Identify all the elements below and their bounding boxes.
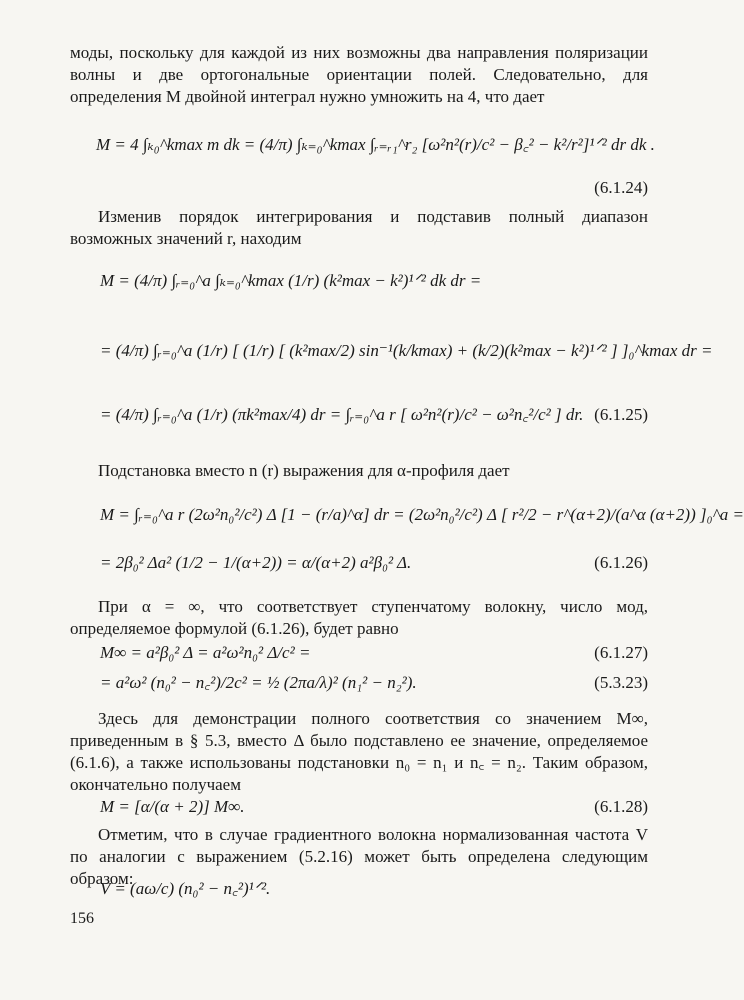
equation-6-1-27-expression: M∞ = a²β₀² Δ = a²ω²n₀² Δ/c² =	[100, 643, 311, 662]
equation-6-1-27	[100, 636, 648, 670]
paragraph-5: Здесь для демонстрации полного соответствия со значением M∞, приведенным в § 5.3, вместо Δ было подставлено ее значение, определяемое (6.1.6), а также использованы подстановки n₀ = n₁ и n꜀ = n₂. Таким образом, окончательно получаем	[70, 709, 648, 794]
equation-6-1-28-number: (6.1.28)	[594, 797, 648, 816]
equation-6-1-25-line-2-expression: = (4/π) ∫ᵣ₌₀^a (1/r) [ (1/r) [ (k²max/2) sin⁻¹(k/kmax) + (k/2)(k²max − k²)¹ᐟ² ] ]₀^kmax dr =	[100, 341, 713, 360]
equation-6-1-25-line-3-expression: = (4/π) ∫ᵣ₌₀^a (1/r) (πk²max/4) dr = ∫ᵣ₌₀^a r [ ω²n²(r)/c² − ω²n꜀²/c² ] dr.	[100, 405, 584, 424]
equation-6-1-26-line-1-expression: M = ∫ᵣ₌₀^a r (2ω²n₀²/c²) Δ [1 − (r/a)^α] dr = (2ω²n₀²/c²) Δ [ r²/2 − r^(α+2)/(a^α (α+2)) ]₀^a =	[100, 505, 744, 524]
equation-6-1-24-expression: M = 4 ∫ₖ₀^kmax m dk = (4/π) ∫ₖ₌₀^kmax ∫ᵣ₌ᵣ₁^r₂ [ω²n²(r)/c² − β꜀² − k²/r²]¹ᐟ² dr dk .	[96, 135, 655, 154]
equation-6-1-28	[100, 790, 648, 824]
equation-6-1-25-line-1	[100, 264, 648, 298]
paragraph-4: При α = ∞, что соответствует ступенчатому волокну, число мод, определяемое формулой (6.1.26), будет равно	[70, 597, 648, 638]
paragraph-3: Подстановка вместо n (r) выражения для α-профиля дает	[98, 461, 510, 480]
equation-5-3-23-number: (5.3.23)	[594, 673, 648, 692]
equation-6-1-26-number: (6.1.26)	[594, 553, 648, 572]
equation-6-1-27-number: (6.1.27)	[594, 643, 648, 662]
paragraph-2: Изменив порядок интегрирования и подставив полный диапазон возможных значений r, находим	[70, 207, 648, 248]
equation-5-3-23-expression: = a²ω² (n₀² − n꜀²)/2c² = ½ (2πa/λ)² (n₁² − n₂²).	[100, 673, 417, 692]
equation-6-1-25-number: (6.1.25)	[594, 405, 648, 424]
paragraph-6: Отметим, что в случае градиентного волокна нормализованная частота V по аналогии с выражением (5.2.16) может быть определена следующим образом:	[70, 825, 648, 888]
equation-5-3-23	[100, 666, 648, 700]
equation-6-1-24-number: (6.1.24)	[594, 178, 648, 197]
equation-6-1-25-line-1-expression: M = (4/π) ∫ᵣ₌₀^a ∫ₖ₌₀^kmax (1/r) (k²max − k²)¹ᐟ² dk dr =	[100, 271, 482, 290]
equation-6-1-25-line-2	[100, 334, 713, 368]
equation-6-1-26-line-1	[100, 498, 744, 532]
equation-6-1-24	[96, 128, 655, 162]
equation-V-expression: V = (aω/c) (n₀² − n꜀²)¹ᐟ².	[100, 879, 271, 898]
equation-6-1-25-line-3	[100, 398, 648, 432]
equation-V	[100, 872, 648, 906]
equation-6-1-26-line-2-expression: = 2β₀² Δa² (1/2 − 1/(α+2)) = α/(α+2) a²β₀² Δ.	[100, 553, 412, 572]
page-number: 156	[70, 910, 94, 927]
paragraph-1: моды, поскольку для каждой из них возможны два направления поляризации волны и две ортогональные ориентации полей. Следовательно, для определения M двойной интеграл нужно умножить на 4, что дает	[70, 43, 648, 106]
equation-6-1-26-line-2	[100, 546, 648, 580]
equation-6-1-28-expression: M = [α/(α + 2)] M∞.	[100, 797, 245, 816]
